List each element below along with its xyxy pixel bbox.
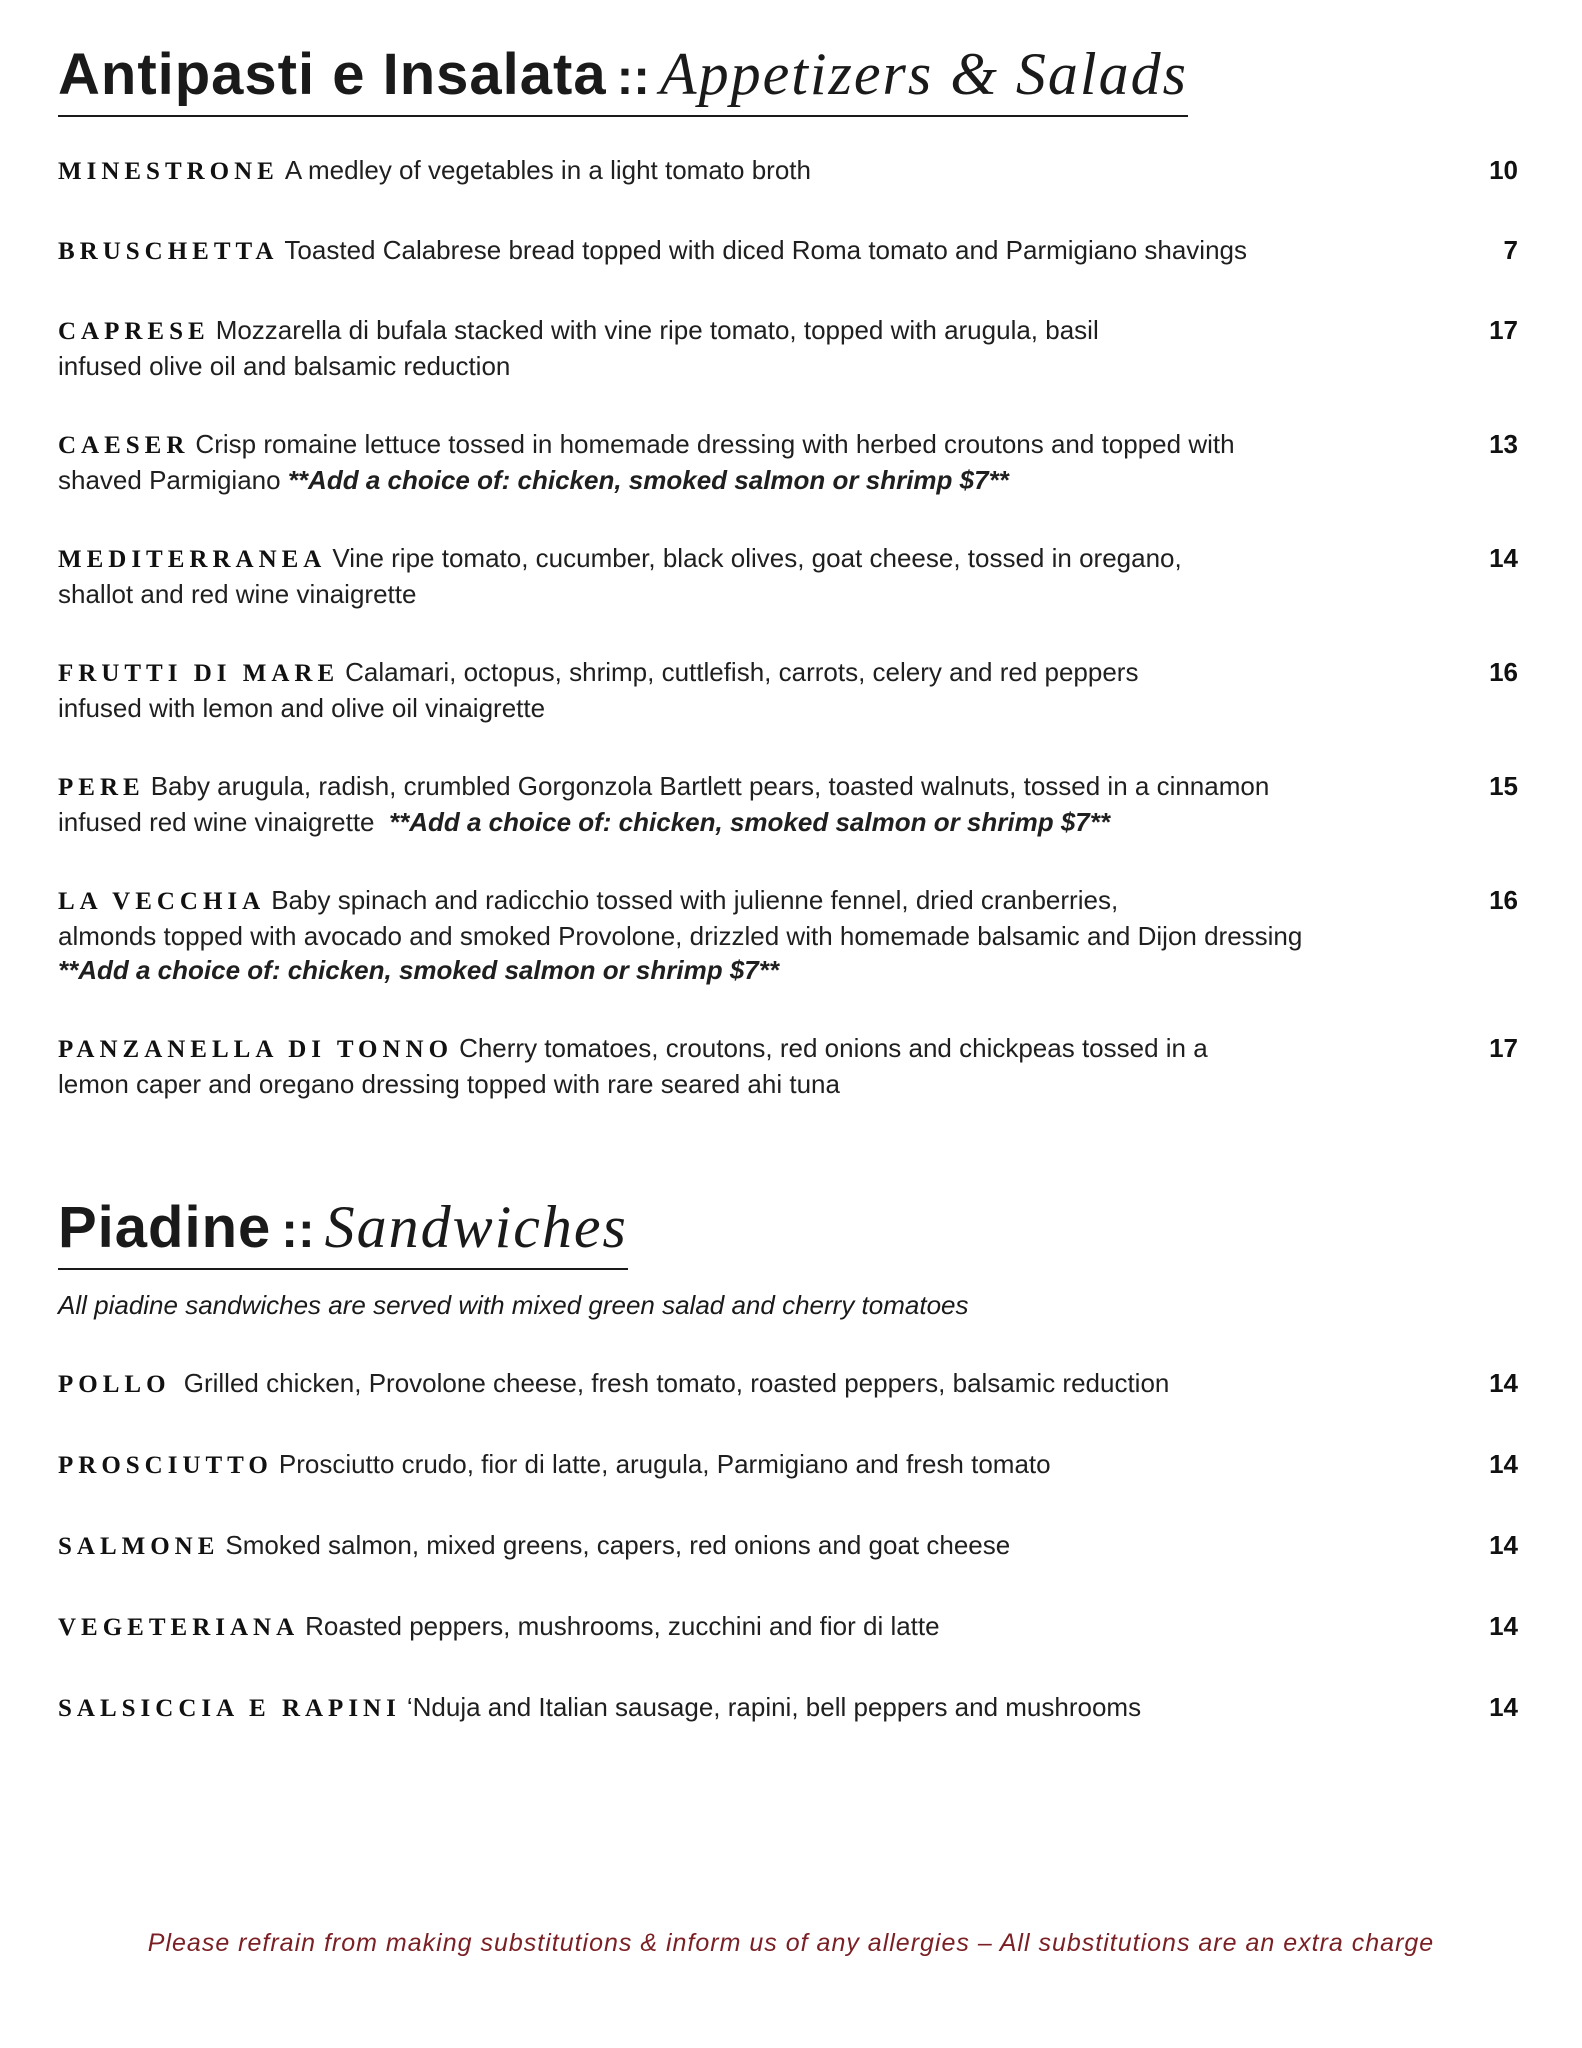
item-name: CAESER [58,432,190,459]
menu-item-panzanella-di-tonno [58,1031,1518,1101]
item-name: MEDITERRANEA [58,546,327,573]
item-name: PROSCIUTTO [58,1452,273,1479]
item-description: A medley of vegetables in a light tomato broth [284,155,811,185]
item-name: PANZANELLA DI TONNO [58,1036,454,1063]
item-name: FRUTTI DI MARE [58,660,340,687]
menu-item-mediterranea [58,541,1518,611]
item-price: 16 [1489,657,1518,687]
item-price: 16 [1489,885,1518,915]
appetizers-title-italian: Antipasti e Insalata [58,42,607,107]
item-description: Toasted Calabrese bread topped with diced Roma tomato and Parmigiano shavings [284,235,1247,265]
menu-item-la-vecchia [58,883,1518,987]
item-addon-note: **Add a choice of: chicken, smoked salmon or shrimp $7** [287,465,1009,495]
menu-item-caprese [58,313,1518,383]
item-description: Cherry tomatoes, croutons, red onions and chickpeas tossed in a lemon caper and oregano dressing topped with rare seared ahi tuna [58,1033,1208,1099]
item-price: 14 [1489,1611,1518,1641]
item-name: VEGETERIANA [58,1614,300,1641]
appetizers-list [58,153,1518,1101]
sandwiches-section [58,1193,1518,1726]
item-description: Smoked salmon, mixed greens, capers, red onions and goat cheese [225,1530,1011,1560]
appetizers-section [58,40,1518,1101]
sandwiches-title-english: Sandwiches [324,1194,628,1260]
sandwiches-list [58,1366,1518,1726]
item-description: Baby arugula, radish, crumbled Gorgonzola Bartlett pears, toasted walnuts, tossed in a cinnamon infused red wine vinaigrette [58,771,1270,837]
item-name: POLLO [58,1371,171,1398]
item-description: Baby spinach and radicchio tossed with julienne fennel, dried cranberries, almonds topped with avocado and smoked Provolone, drizzled with homemade balsamic and Dijon dressing [58,885,1303,951]
item-price: 14 [1489,1530,1518,1560]
item-name: CAPRESE [58,318,210,345]
item-name: LA VECCHIA [58,888,266,915]
item-description: Crisp romaine lettuce tossed in homemade dressing with herbed croutons and topped with shaved Parmigiano [58,429,1235,495]
menu-item-minestrone [58,153,1518,189]
menu-item-salmone [58,1528,1518,1564]
appetizers-heading [58,40,1188,117]
sandwiches-title-italian: Piadine [58,1195,272,1260]
item-price: 17 [1489,1033,1518,1063]
item-addon-note: **Add a choice of: chicken, smoked salmon or shrimp $7** [388,807,1110,837]
menu-page [58,40,1518,1771]
item-price: 10 [1489,155,1518,185]
menu-item-caeser [58,427,1518,497]
item-description: Grilled chicken, Provolone cheese, fresh tomato, roasted peppers, balsamic reduction [183,1368,1170,1398]
sandwiches-heading [58,1193,628,1270]
item-description: Vine ripe tomato, cucumber, black olives, goat cheese, tossed in oregano, shallot and red wine vinaigrette [58,543,1182,609]
menu-item-bruschetta [58,233,1518,269]
item-name: PERE [58,774,145,801]
allergy-footer-note: Please refrain from making substitutions & inform us of any allergies – All substitutions are an extra charge [147,1929,1435,1957]
appetizers-title-separator: :: [616,49,650,105]
item-name: SALSICCIA E RAPINI [58,1695,401,1722]
sandwiches-subnote: All piadine sandwiches are served with mixed green salad and cherry tomatoes [58,1290,969,1320]
item-description: Prosciutto crudo, fior di latte, arugula, Parmigiano and fresh tomato [278,1449,1051,1479]
item-name: BRUSCHETTA [58,238,279,265]
item-price: 15 [1489,771,1518,801]
item-price: 7 [1503,235,1518,265]
menu-item-salsiccia-e-rapini [58,1690,1518,1726]
item-name: SALMONE [58,1533,220,1560]
item-addon-note: **Add a choice of: chicken, smoked salmon or shrimp $7** [58,955,779,985]
item-price: 14 [1489,543,1518,573]
menu-item-prosciutto [58,1447,1518,1483]
item-description: Mozzarella di bufala stacked with vine ripe tomato, topped with arugula, basil infused olive oil and balsamic reduction [58,315,1099,381]
item-price: 14 [1489,1368,1518,1398]
menu-item-frutti-di-mare [58,655,1518,725]
appetizers-title-english: Appetizers & Salads [659,41,1188,107]
menu-item-pere [58,769,1518,839]
item-description: Calamari, octopus, shrimp, cuttlefish, carrots, celery and red peppers infused with lemon and olive oil vinaigrette [58,657,1139,723]
item-price: 17 [1489,315,1518,345]
item-price: 13 [1489,429,1518,459]
item-price: 14 [1489,1692,1518,1722]
menu-item-vegeteriana [58,1609,1518,1645]
item-description: Roasted peppers, mushrooms, zucchini and fior di latte [305,1611,940,1641]
item-description: ‘Nduja and Italian sausage, rapini, bell peppers and mushrooms [406,1692,1142,1722]
menu-item-pollo [58,1366,1518,1402]
sandwiches-title-separator: :: [281,1202,315,1258]
item-price: 14 [1489,1449,1518,1479]
item-name: MINESTRONE [58,158,279,185]
